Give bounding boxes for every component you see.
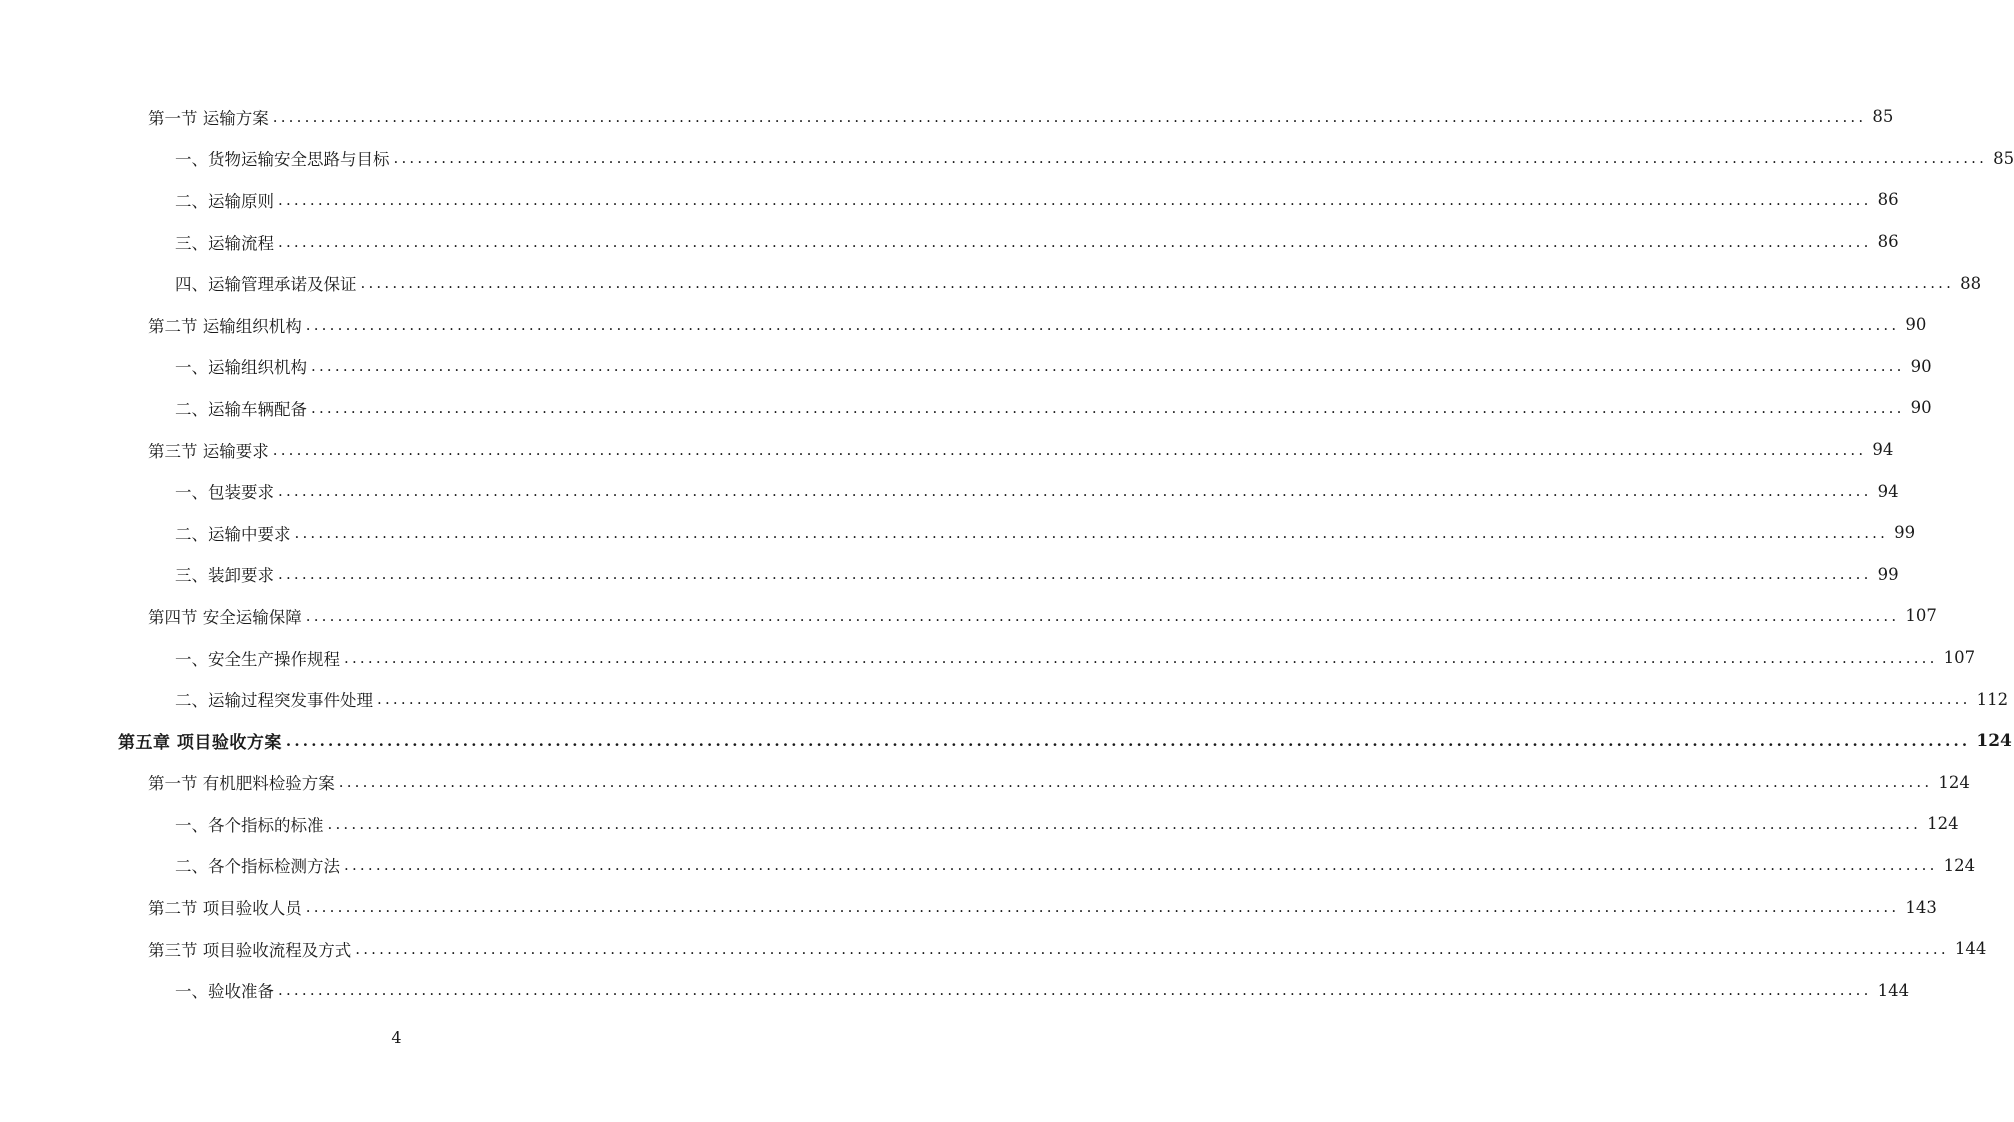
toc-entry-page: 99: [1877, 564, 1899, 584]
toc-subsection-entry[interactable]: [0, 512, 1916, 554]
toc-entry-label: 一、货物运输安全思路与目标: [175, 150, 390, 170]
toc-section-entry[interactable]: [0, 96, 1894, 138]
toc-section-entry[interactable]: [0, 304, 1927, 346]
toc-section-entry[interactable]: [0, 762, 1970, 804]
toc-entry-label: 二、各个指标检测方法: [175, 857, 340, 877]
toc-entry-label: 三、运输流程: [175, 233, 274, 253]
toc-section-entry[interactable]: [0, 886, 1937, 928]
table-of-contents: [0, 96, 2014, 1011]
toc-subsection-entry[interactable]: [0, 138, 2014, 180]
toc-entry-page: 144: [1954, 939, 1987, 959]
toc-entry-label: 一、包装要求: [175, 483, 274, 503]
toc-subsection-entry[interactable]: [0, 803, 1959, 845]
toc-section-entry[interactable]: [0, 429, 1894, 471]
toc-entry-label: 一、运输组织机构: [175, 358, 307, 378]
dot-leader: ........................................................................................................................................................................................................: [305, 898, 1900, 917]
dot-leader: ........................................................................................................................................................................................................: [272, 440, 1867, 459]
toc-entry-page: 94: [1877, 481, 1899, 501]
toc-entry-label: 第一节 运输方案: [148, 108, 269, 128]
page-number: 4: [391, 1028, 402, 1047]
toc-entry-label: 一、各个指标的标准: [175, 815, 324, 835]
toc-entry-page: 144: [1877, 980, 1910, 1000]
dot-leader: ........................................................................................................................................................................................................: [278, 981, 1872, 1000]
toc-entry-page: 124: [1938, 772, 1970, 792]
toc-entry-label: 第一节 有机肥料检验方案: [148, 774, 335, 794]
toc-chapter-entry[interactable]: [0, 720, 2012, 762]
toc-subsection-entry[interactable]: [0, 221, 1899, 263]
dot-leader: ........................................................................................................................................................................................................: [285, 731, 1971, 750]
toc-entry-label: 第五章 项目验收方案: [118, 733, 282, 754]
toc-entry-page: 86: [1877, 232, 1899, 252]
toc-entry-page: 124: [1927, 814, 1959, 834]
toc-entry-label: 第三节 项目验收流程及方式: [148, 940, 352, 960]
toc-entry-page: 99: [1894, 523, 1916, 543]
toc-entry-label: 二、运输过程突发事件处理: [175, 691, 373, 711]
dot-leader: ........................................................................................................................................................................................................: [338, 773, 1933, 792]
toc-subsection-entry[interactable]: [0, 179, 1899, 221]
toc-entry-page: 86: [1877, 190, 1899, 210]
toc-entry-page: 124: [1976, 730, 2012, 751]
dot-leader: ........................................................................................................................................................................................................: [278, 190, 1872, 209]
dot-leader: ........................................................................................................................................................................................................: [393, 149, 1988, 168]
dot-leader: ........................................................................................................................................................................................................: [278, 565, 1872, 584]
toc-entry-label: 二、运输车辆配备: [175, 399, 307, 419]
dot-leader: ........................................................................................................................................................................................................: [327, 814, 1922, 833]
dot-leader: ........................................................................................................................................................................................................: [305, 606, 1900, 625]
toc-subsection-entry[interactable]: [0, 554, 1899, 596]
dot-leader: ........................................................................................................................................................................................................: [377, 690, 1971, 709]
toc-entry-page: 107: [1943, 648, 1976, 668]
toc-entry-page: 143: [1905, 897, 1937, 917]
toc-entry-label: 第二节 项目验收人员: [148, 899, 302, 919]
dot-leader: ........................................................................................................................................................................................................: [311, 357, 1905, 376]
toc-subsection-entry[interactable]: [0, 678, 2009, 720]
dot-leader: ........................................................................................................................................................................................................: [272, 107, 1867, 126]
toc-entry-label: 四、运输管理承诺及保证: [175, 275, 357, 295]
toc-entry-label: 第三节 运输要求: [148, 441, 269, 461]
toc-entry-page: 90: [1905, 315, 1927, 335]
dot-leader: ........................................................................................................................................................................................................: [344, 856, 1938, 875]
toc-entry-page: 85: [1993, 148, 2014, 168]
dot-leader: ........................................................................................................................................................................................................: [294, 523, 1889, 542]
toc-subsection-entry[interactable]: [0, 470, 1899, 512]
toc-entry-page: 94: [1872, 440, 1894, 460]
toc-entry-page: 112: [1976, 689, 2009, 709]
toc-entry-label: 二、运输原则: [175, 191, 274, 211]
dot-leader: ........................................................................................................................................................................................................: [278, 482, 1872, 501]
dot-leader: ........................................................................................................................................................................................................: [305, 315, 1900, 334]
toc-entry-label: 一、安全生产操作规程: [175, 649, 340, 669]
toc-section-entry[interactable]: [0, 595, 1937, 637]
toc-entry-label: 一、验收准备: [175, 982, 274, 1002]
toc-subsection-entry[interactable]: [0, 346, 1932, 388]
dot-leader: ........................................................................................................................................................................................................: [355, 939, 1949, 958]
toc-entry-label: 第四节 安全运输保障: [148, 607, 302, 627]
toc-entry-page: 85: [1872, 107, 1894, 127]
toc-subsection-entry[interactable]: [0, 969, 1910, 1011]
dot-leader: ........................................................................................................................................................................................................: [360, 274, 1955, 293]
toc-entry-label: 三、装卸要求: [175, 566, 274, 586]
toc-entry-label: 第二节 运输组织机构: [148, 316, 302, 336]
toc-subsection-entry[interactable]: [0, 845, 1976, 887]
toc-section-entry[interactable]: [0, 928, 1987, 970]
toc-entry-page: 90: [1910, 356, 1932, 376]
toc-entry-page: 107: [1905, 606, 1937, 626]
toc-entry-page: 88: [1960, 273, 1982, 293]
dot-leader: ........................................................................................................................................................................................................: [311, 398, 1905, 417]
dot-leader: ........................................................................................................................................................................................................: [344, 648, 1938, 667]
toc-entry-page: 124: [1943, 855, 1976, 875]
toc-entry-page: 90: [1910, 398, 1932, 418]
dot-leader: ........................................................................................................................................................................................................: [278, 232, 1872, 251]
toc-subsection-entry[interactable]: [0, 637, 1976, 679]
toc-subsection-entry[interactable]: [0, 262, 1982, 304]
toc-entry-label: 二、运输中要求: [175, 524, 291, 544]
toc-subsection-entry[interactable]: [0, 387, 1932, 429]
